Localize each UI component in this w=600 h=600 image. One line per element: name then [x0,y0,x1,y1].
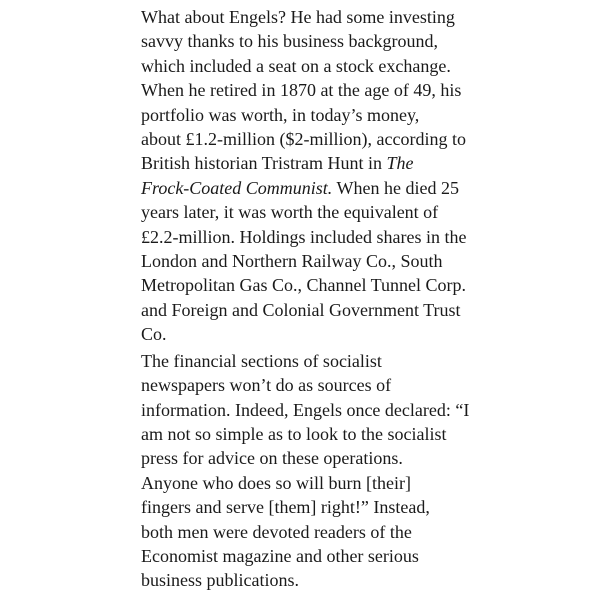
text-line: When he retired in 1870 at the age of 49, his [141,80,462,101]
text-line: portfolio was worth, in today’s money, [141,104,420,125]
text-line: London and Northern Railway Co., South [141,251,443,272]
text-line: Anyone who does so will burn [their] [141,472,411,493]
article-body [141,5,470,595]
text-line: The financial sections of socialist [141,350,382,371]
text-line: years later, it was worth the equivalent of [141,202,439,223]
text-line: Economist magazine and other serious [141,545,419,566]
text-line: newspapers won’t do as sources of [141,375,392,396]
text-line: savvy thanks to his business background, [141,31,438,52]
text-line: fingers and serve [them] right!” Instead, [141,497,430,518]
text-line: press for advice on these operations. [141,448,403,469]
text-fragment: British historian Tristram Hunt in [141,153,387,174]
book-title-fragment: The [386,153,414,174]
text-line: Co. [141,324,167,345]
text-line: and Foreign and Colonial Government Trust [141,299,461,320]
text-line: What about Engels? He had some investing [141,7,455,27]
text-line: about £1.2-million ($2-million), according to [141,129,466,150]
text-line [141,176,466,200]
book-title-fragment: Frock-Coated Communist. [141,177,333,198]
text-fragment: When he died 25 [332,177,459,198]
text-line: Metropolitan Gas Co., Channel Tunnel Corp. [141,275,466,296]
text-line: information. Indeed, Engels once declared: “I [141,399,470,420]
text-line: business publications. [141,570,299,591]
text-line: both men were devoted readers of the [141,521,412,542]
paragraph-financial-sources [141,349,470,593]
text-line [141,151,466,175]
paragraph-engels-portfolio [141,5,466,347]
text-line: am not so simple as to look to the socialist [141,423,447,444]
text-line: £2.2-million. Holdings included shares in the [141,226,467,247]
text-line: which included a seat on a stock exchange. [141,55,451,76]
